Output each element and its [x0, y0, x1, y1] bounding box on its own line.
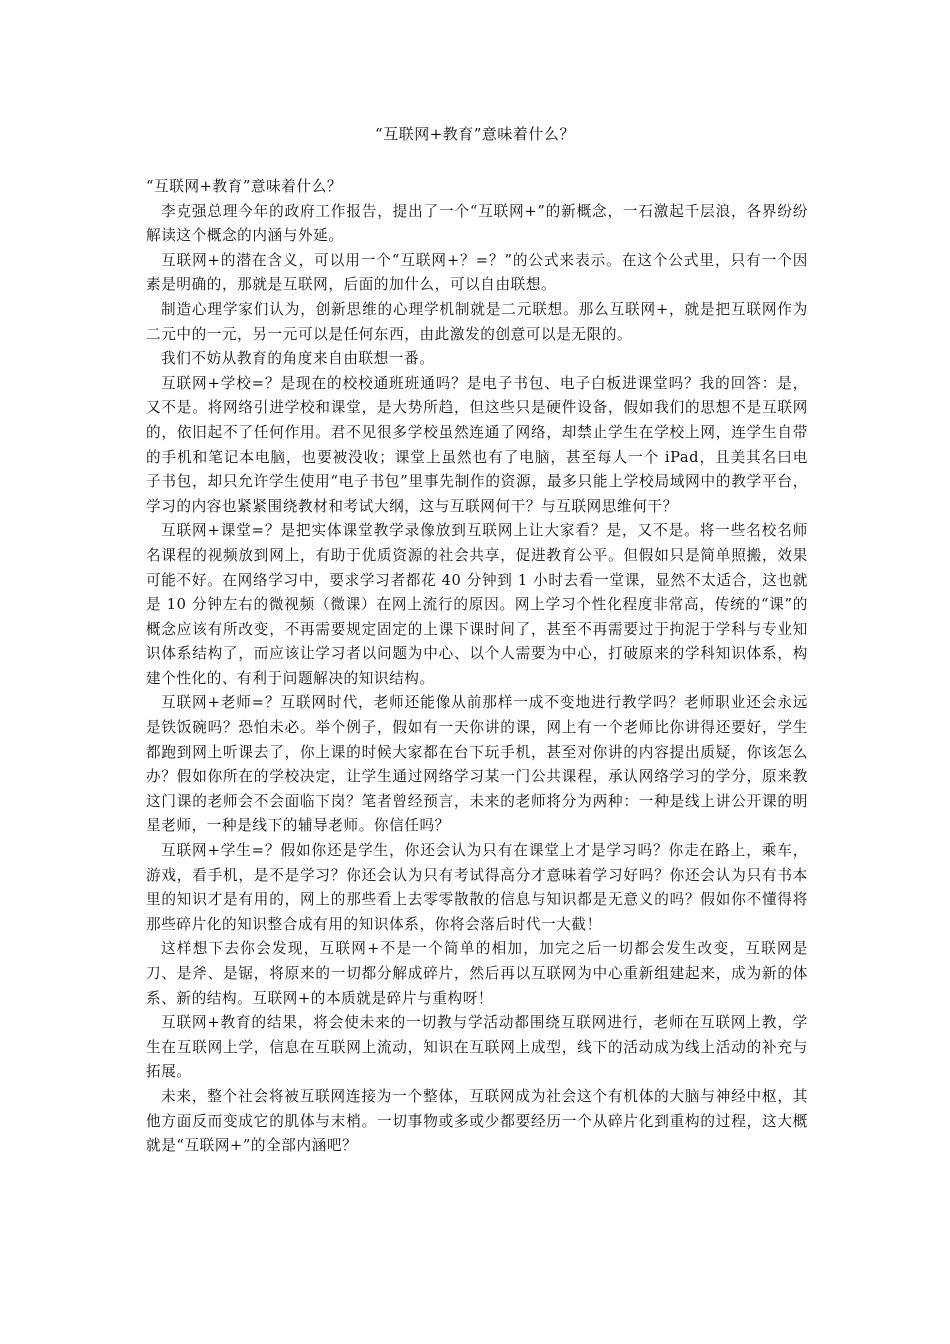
- paragraph-intro: 李克强总理今年的政府工作报告，提出了一个“互联网+”的新概念，一石激起千层浪，各界纷纷解读这个概念的内涵与外延。: [146, 202, 808, 245]
- paragraph-internet-plus-classroom: 互联网+课堂=？是把实体课堂教学录像放到互联网上让大家看？是，又不是。将一些名校名师名课程的视频放到网上，有助于优质资源的社会共享，促进教育公平。但假如只是简单照搬，效果可能不好。在网络学习中，要求学习者都花 40 分钟到 1 小时去看一堂课，显然不太适合，这也就是 10 分钟左右的微视频（微课）在网上流行的原因。网上学习个性化程度非常高，传统的“课”的概念应该有所改变，不再需要规定固定的上课下课时间了，甚至不再需要过于拘泥于学科与专业知识体系结构了，而应该让学习者以问题为中心、以个人需要为中心，打破原来的学科知识体系，构建个性化的、有利于问题解决的知识结构。: [146, 522, 808, 687]
- paragraph-fragment-reconstruct: 这样想下去你会发现，互联网+不是一个简单的相加，加完之后一切都会发生改变，互联网是刀、是斧、是锯，将原来的一切都分解成碎片，然后再以互联网为中心重新组建起来，成为新的体系、新的结构。互联网+的本质就是碎片与重构呀！: [146, 940, 808, 1007]
- paragraph-internet-plus-teacher: 互联网+老师=？互联网时代，老师还能像从前那样一成不变地进行教学吗？老师职业还会永远是铁饭碗吗？恐怕未必。举个例子，假如有一天你讲的课，网上有一个老师比你讲得还要好，学生都跑到网上听课去了，你上课的时候大家都在台下玩手机，甚至对你讲的内容提出质疑，你该怎么办？假如你所在的学校决定，让学生通过网络学习某一门公共课程，承认网络学习的学分，原来教这门课的老师会不会面临下岗？笔者曾经预言，未来的老师将分为两种：一种是线上讲公开课的明星老师，一种是线下的辅导老师。你信任吗？: [146, 694, 808, 835]
- paragraph-future: 未来，整个社会将被互联网连接为一个整体，互联网成为社会这个有机体的大脑与神经中枢，其他方面反而变成它的肌体与末梢。一切事物或多或少都要经历一个从碎片化到重构的过程，这大概就是“互联网+”的全部内涵吧？: [146, 1087, 808, 1155]
- paragraph-formula: 互联网+的潜在含义，可以用一个“互联网+？=？”的公式来表示。在这个公式里，只有一个因素是明确的，那就是互联网，后面的加什么，可以自由联想。: [146, 251, 808, 294]
- document-title: “互联网+教育”意味着什么？: [375, 125, 575, 143]
- paragraph-internet-plus-school: 互联网+学校=？是现在的校校通班班通吗？是电子书包、电子白板进课堂吗？我的回答：是，又不是。将网络引进学校和课堂，是大势所趋，但这些只是硬件设备，假如我们的思想不是互联网的，依旧起不了任何作用。君不见很多学校虽然连通了网络，却禁止学生在学校上网，连学生自带的手机和笔记本电脑，也要被没收；课堂上虽然也有了电脑，甚至每人一个 iPad，且美其名曰电子书包，却只允许学生使用“电子书包”里事先制作的资源，最多只能上学校局域网中的教学平台，学习的内容也紧紧围绕教材和考试大纲，这与互联网何干？与互联网思维何干？: [146, 374, 808, 515]
- paragraph-education-result: 互联网+教育的结果，将会使未来的一切教与学活动都围绕互联网进行，老师在互联网上教，学生在互联网上学，信息在互联网上流动，知识在互联网上成型，线下的活动成为线上活动的补充与拓展。: [146, 1014, 808, 1081]
- document-body: [146, 175, 808, 1159]
- document-subtitle: “互联网+教育”意味着什么？: [146, 178, 343, 195]
- paragraph-education-angle: 我们不妨从教育的角度来自由联想一番。: [161, 350, 435, 368]
- paragraph-internet-plus-student: 互联网+学生=？假如你还是学生，你还会认为只有在课堂上才是学习吗？你走在路上，乘车，游戏，看手机，是不是学习？你还会认为只有考试得高分才意味着学习好吗？你还会认为只有书本里的知识才是有用的，网上的那些看上去零零散散的信息与知识都是无意义的吗？假如你不懂得将那些碎片化的知识整合成有用的知识体系，你将会落后时代一大截！: [146, 842, 808, 933]
- paragraph-binary-association: 制造心理学家们认为，创新思维的心理学机制就是二元联想。那么互联网+，就是把互联网作为二元中的一元，另一元可以是任何东西，由此激发的创意可以是无限的。: [146, 300, 808, 343]
